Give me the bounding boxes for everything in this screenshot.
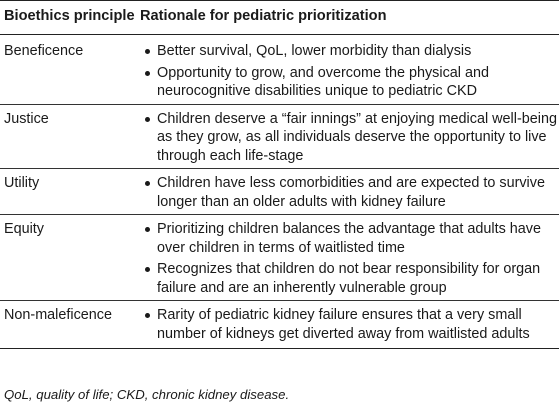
table-body: [0, 35, 559, 349]
bullet-icon: [145, 313, 150, 318]
bullet-icon: [145, 117, 150, 122]
list-item: [140, 220, 559, 257]
bullet-text: Prioritizing children balances the advantage that adults have over children in terms of waitlisted time: [157, 221, 541, 256]
header-rationale: Rationale for pediatric prioritization: [137, 1, 559, 35]
list-item: [140, 110, 559, 166]
bullet-list: [140, 220, 559, 297]
header-row: [0, 1, 559, 35]
rationale-cell: [137, 215, 559, 301]
principle-cell: Non-maleficence: [0, 301, 137, 349]
bullet-list: [140, 42, 559, 101]
principle-cell: Beneficence: [4, 43, 84, 59]
table-row: [0, 104, 559, 169]
bullet-text: Children have less comorbidities and are expected to survive longer than an older adults with kidney failure: [157, 175, 545, 210]
bullet-icon: [145, 49, 150, 54]
rationale-cell: [137, 104, 559, 169]
table-header: [0, 1, 559, 35]
bullet-list: [140, 174, 559, 211]
bullet-list: [140, 110, 559, 166]
bullet-icon: [145, 71, 150, 76]
list-item: [140, 42, 559, 61]
bullet-text: Children deserve a “fair innings” at enjoying medical well-being as they grow, as all individuals deserve the opportunity to live through each life-stage: [157, 110, 557, 164]
list-item: [140, 306, 559, 343]
rationale-cell: [137, 169, 559, 215]
header-principle: Bioethics principle: [0, 1, 137, 35]
table-row: [0, 35, 559, 105]
list-item: [140, 260, 559, 297]
bullet-text: Rarity of pediatric kidney failure ensures that a very small number of kidneys get diverted away from waitlisted adults: [157, 307, 530, 342]
table-row: [0, 215, 559, 301]
rationale-cell: [137, 35, 559, 105]
table-row: [0, 301, 559, 349]
bullet-icon: [145, 267, 150, 272]
table-row: [0, 169, 559, 215]
list-item: [140, 174, 559, 211]
bullet-text: Better survival, QoL, lower morbidity than dialysis: [157, 43, 472, 59]
bullet-icon: [145, 227, 150, 232]
rationale-cell: [137, 301, 559, 349]
list-item: [140, 64, 559, 101]
principle-cell: Justice: [0, 104, 137, 169]
table-footnote: QoL, quality of life; CKD, chronic kidney disease.: [4, 387, 290, 402]
principle-cell: Utility: [0, 169, 137, 215]
bullet-icon: [145, 181, 150, 186]
bullet-list: [140, 306, 559, 343]
bullet-text: Recognizes that children do not bear responsibility for organ failure and are an inherently vulnerable group: [157, 261, 541, 296]
principle-cell: Equity: [0, 215, 137, 301]
bullet-text: Opportunity to grow, and overcome the physical and neurocognitive disabilities unique to pediatric CKD: [157, 64, 489, 99]
